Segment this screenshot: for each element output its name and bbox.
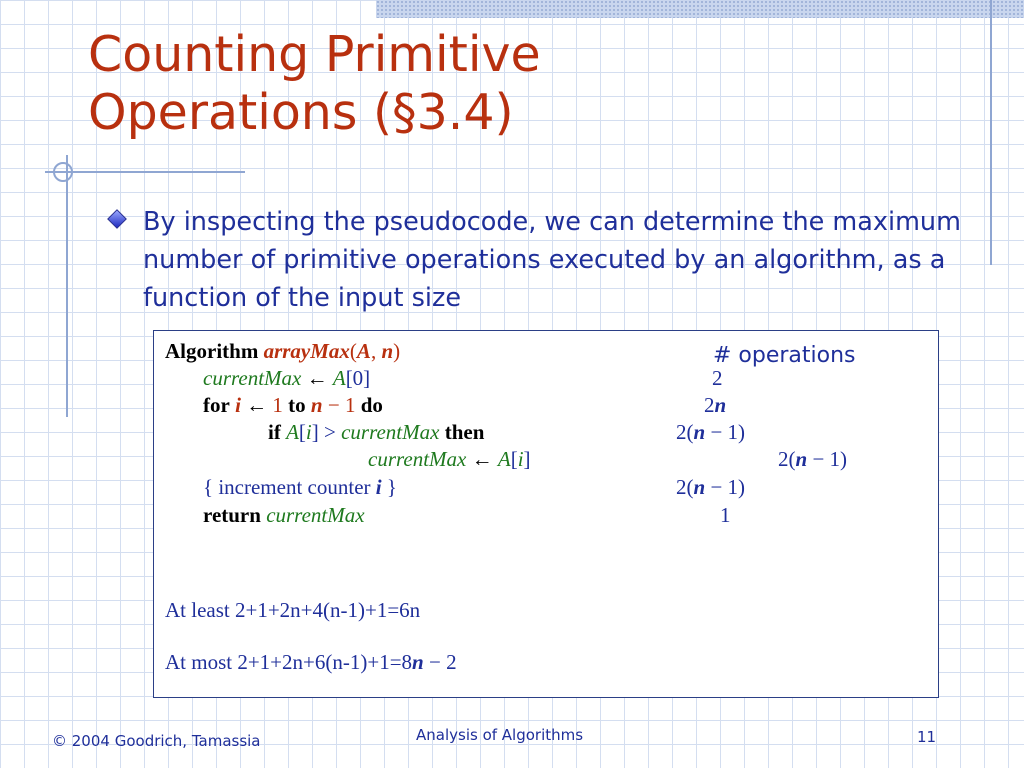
algorithm-header xyxy=(165,339,400,363)
top-pattern-band xyxy=(376,0,1024,18)
count-line-if xyxy=(676,420,745,444)
code-line-for xyxy=(203,393,383,417)
diamond-bullet-icon xyxy=(109,211,126,228)
index-close: ] xyxy=(311,420,319,444)
bullet-text: By inspecting the pseudocode, we can determine the maximum number of primitive operations executed by an algorithm, as a function of the input size xyxy=(143,207,961,313)
assign-arrow: ← xyxy=(240,393,273,417)
to-keyword: to xyxy=(288,393,306,417)
var-i: i xyxy=(235,393,241,417)
paren-close: ) xyxy=(393,339,401,363)
count-var: n xyxy=(714,393,727,417)
count-line-init: 2 xyxy=(712,366,723,390)
count-prefix: 2( xyxy=(676,420,694,444)
if-keyword: if xyxy=(268,420,281,444)
increment-comment-prefix: { increment counter xyxy=(203,475,376,499)
count-line-return: 1 xyxy=(720,503,731,527)
arg-separator: , xyxy=(370,339,382,363)
at-most-prefix: At most 2+1+2n+6(n-1)+1=8 xyxy=(165,650,413,674)
index-open: [ xyxy=(298,420,306,444)
minus-one: − 1 xyxy=(322,393,356,417)
count-line-increment xyxy=(676,475,745,499)
count-suffix: − 1) xyxy=(807,447,848,471)
var-currentmax: currentMax xyxy=(341,420,440,444)
paren-open: ( xyxy=(349,339,357,363)
arg-n: n xyxy=(381,339,394,363)
count-var: n xyxy=(693,420,706,444)
count-prefix: 2( xyxy=(676,475,694,499)
array-a: A xyxy=(286,420,299,444)
index-close: ] xyxy=(523,447,531,471)
count-line-assign xyxy=(778,447,847,471)
left-horizontal-rule xyxy=(45,171,245,173)
code-line-increment xyxy=(203,475,397,499)
var-i: i xyxy=(375,475,382,499)
count-prefix: 2 xyxy=(704,393,715,417)
at-most-var: n xyxy=(412,650,424,674)
code-line-init xyxy=(203,366,370,390)
footer-page-number: 11 xyxy=(917,728,937,746)
count-var: n xyxy=(795,447,808,471)
at-most-suffix: − 2 xyxy=(423,650,457,674)
algorithm-keyword: Algorithm xyxy=(165,339,259,363)
start-value: 1 xyxy=(272,393,283,417)
array-a: A xyxy=(497,447,511,471)
code-line-if xyxy=(268,420,484,444)
at-least-total: At least 2+1+2n+4(n-1)+1=6n xyxy=(165,598,421,622)
index-open: [ xyxy=(510,447,518,471)
for-keyword: for xyxy=(203,393,230,417)
count-var: n xyxy=(693,475,706,499)
code-line-assign xyxy=(368,447,531,471)
at-most-total xyxy=(165,650,457,674)
greater-than: > xyxy=(318,420,342,444)
algorithm-name: arrayMax xyxy=(263,339,350,363)
var-n: n xyxy=(310,393,323,417)
var-currentmax: currentMax xyxy=(266,503,365,527)
count-line-for xyxy=(704,393,726,417)
code-line-return xyxy=(203,503,365,527)
index-i: i xyxy=(517,447,524,471)
assign-arrow: ← xyxy=(301,366,333,390)
then-keyword: then xyxy=(444,420,485,444)
left-vertical-rule xyxy=(66,155,68,417)
count-prefix: 2( xyxy=(778,447,796,471)
index-zero: [0] xyxy=(345,366,371,390)
page-title xyxy=(88,26,541,142)
right-vertical-rule xyxy=(990,0,992,265)
footer-course-title: Analysis of Algorithms xyxy=(416,726,584,744)
assign-arrow: ← xyxy=(466,447,498,471)
footer-copyright: © 2004 Goodrich, Tamassia xyxy=(52,732,261,750)
var-currentmax: currentMax xyxy=(368,447,467,471)
registration-circle-icon xyxy=(53,162,73,182)
var-currentmax: currentMax xyxy=(203,366,302,390)
title-line-1: Counting Primitive xyxy=(88,26,541,83)
index-i: i xyxy=(305,420,312,444)
do-keyword: do xyxy=(360,393,383,417)
array-a: A xyxy=(332,366,346,390)
arg-a: A xyxy=(356,339,371,363)
operations-heading: # operations xyxy=(713,343,856,368)
increment-comment-suffix: } xyxy=(381,475,397,499)
count-suffix: − 1) xyxy=(705,420,746,444)
count-suffix: − 1) xyxy=(705,475,746,499)
return-keyword: return xyxy=(203,503,261,527)
title-line-2: Operations (§3.4) xyxy=(88,84,514,141)
